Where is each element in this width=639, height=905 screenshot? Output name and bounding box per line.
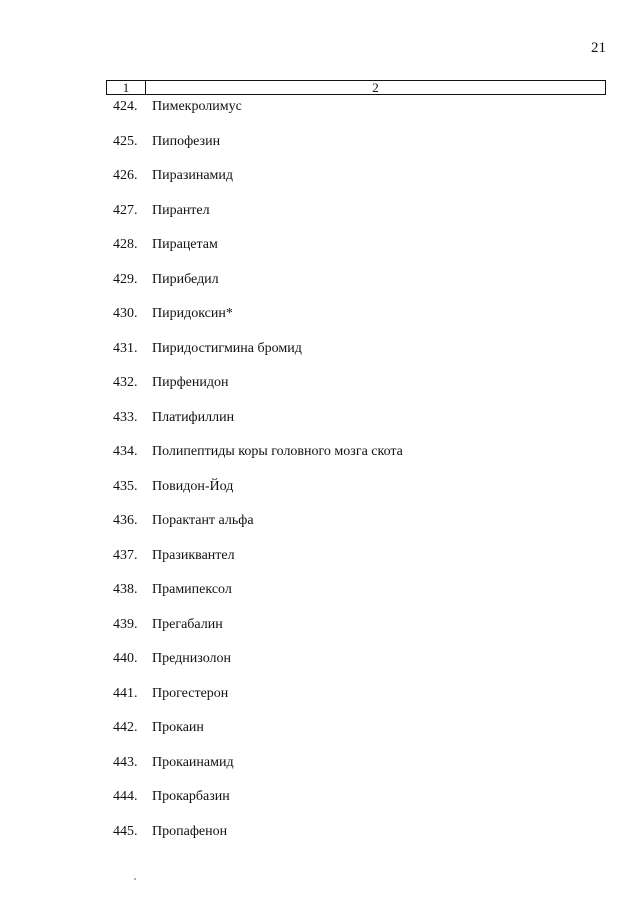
list-item xyxy=(113,409,403,444)
entry-number: 430. xyxy=(113,306,138,321)
entry-name: Прегабалин xyxy=(152,616,223,632)
entry-number: 429. xyxy=(113,271,138,287)
list-item xyxy=(113,374,403,409)
entry-number: 427. xyxy=(113,202,138,218)
entry-number: 434. xyxy=(113,444,138,459)
list-item xyxy=(113,685,403,720)
entry-number: 442. xyxy=(113,720,138,735)
drug-list xyxy=(113,98,403,857)
entry-name: Пирфенидон xyxy=(152,375,229,390)
list-item xyxy=(113,512,403,547)
entry-name: Прокарбазин xyxy=(152,789,230,804)
list-item xyxy=(113,650,403,685)
entry-name: Преднизолон xyxy=(152,651,231,666)
list-item xyxy=(113,340,403,375)
entry-name: Празиквантел xyxy=(152,547,235,563)
entry-name: Пропафенон xyxy=(152,823,228,839)
list-item xyxy=(113,581,403,616)
entry-name: Полипептиды коры головного мозга скота xyxy=(152,444,403,459)
entry-number: 424. xyxy=(113,99,138,114)
entry-name: Платифиллин xyxy=(152,409,235,425)
list-item xyxy=(113,133,403,168)
list-item xyxy=(113,719,403,754)
list-item xyxy=(113,98,403,133)
entry-number: 436. xyxy=(113,513,138,528)
list-item xyxy=(113,443,403,478)
list-item xyxy=(113,478,403,513)
list-item xyxy=(113,236,403,271)
table-header-col-2: 2 xyxy=(372,80,379,95)
list-item xyxy=(113,547,403,582)
entry-name: Пирацетам xyxy=(152,237,218,252)
entry-number: 433. xyxy=(113,409,138,425)
list-item xyxy=(113,305,403,340)
list-item xyxy=(113,788,403,823)
list-item xyxy=(113,202,403,237)
list-item xyxy=(113,823,403,858)
entry-name: Прогестерон xyxy=(152,685,229,701)
table-header-row xyxy=(106,80,606,95)
entry-number: 444. xyxy=(113,789,138,804)
entry-name: Пимекролимус xyxy=(152,99,242,114)
entry-number: 428. xyxy=(113,237,138,252)
list-item xyxy=(113,616,403,651)
entry-name: Пиридостигмина бромид xyxy=(152,340,302,356)
entry-number: 440. xyxy=(113,651,138,666)
scan-dot xyxy=(134,878,136,880)
entry-number: 443. xyxy=(113,754,138,770)
entry-number: 431. xyxy=(113,340,138,356)
entry-name: Порактант альфа xyxy=(152,513,254,528)
entry-number: 438. xyxy=(113,582,138,597)
entry-number: 425. xyxy=(113,133,138,149)
entry-name: Прамипексол xyxy=(152,582,232,597)
entry-name: Пипофезин xyxy=(152,133,221,149)
list-item xyxy=(113,271,403,306)
entry-name: Прокаин xyxy=(152,720,204,735)
list-item xyxy=(113,167,403,202)
entry-number: 441. xyxy=(113,685,138,701)
list-item xyxy=(113,754,403,789)
entry-name: Пирибедил xyxy=(152,271,219,287)
entry-name: Прокаинамид xyxy=(152,754,234,770)
entry-name: Пиразинамид xyxy=(152,168,234,183)
entry-name: Пиридоксин* xyxy=(152,306,233,321)
entry-number: 426. xyxy=(113,168,138,183)
entry-number: 445. xyxy=(113,823,138,839)
entry-number: 439. xyxy=(113,616,138,632)
entry-number: 437. xyxy=(113,547,138,563)
table-header-col-1: 1 xyxy=(107,81,146,94)
entry-number: 432. xyxy=(113,375,138,390)
entry-name: Повидон-Йод xyxy=(152,478,234,494)
page-number: 21 xyxy=(591,40,606,56)
entry-name: Пирантел xyxy=(152,202,210,218)
entry-number: 435. xyxy=(113,478,138,494)
